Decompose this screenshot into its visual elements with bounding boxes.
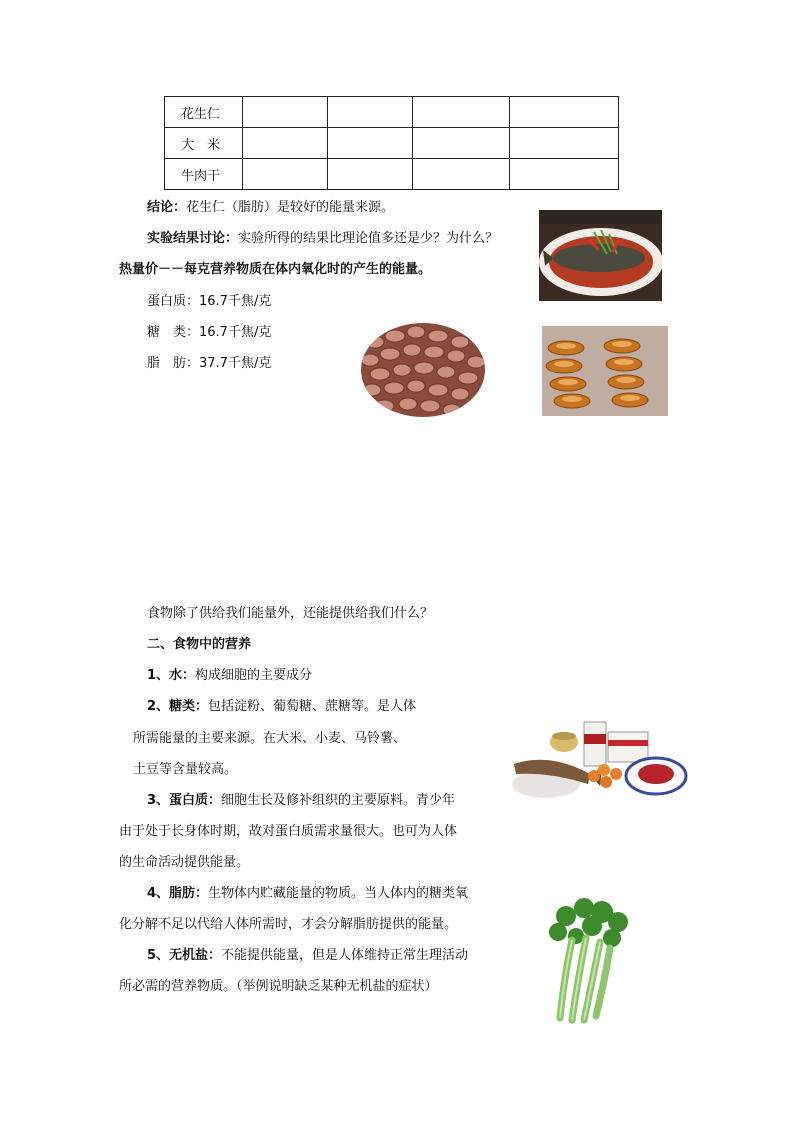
item-fat bbox=[147, 885, 468, 903]
croissants-image bbox=[542, 326, 668, 416]
protein-value: 蛋白质：16.7千焦/克 bbox=[147, 294, 272, 309]
row-label: 花生仁 bbox=[165, 97, 243, 128]
item-protein-label: 3、蛋白质： bbox=[147, 793, 222, 808]
table-cell bbox=[510, 97, 619, 128]
row-label: 牛肉干 bbox=[165, 159, 243, 190]
table-cell bbox=[413, 97, 510, 128]
item-protein-text: 细胞生长及修补组织的主要原料。青少年 bbox=[221, 793, 456, 808]
table-row bbox=[165, 128, 619, 159]
item-protein-line2: 由于处于长身体时期，故对蛋白质需求量很大。也可为人体 bbox=[119, 824, 458, 839]
assorted-foods-image bbox=[510, 712, 688, 806]
sugar-value: 糖 类：16.7千焦/克 bbox=[147, 325, 272, 340]
item-water-text: 构成细胞的主要成分 bbox=[195, 668, 313, 683]
conclusion-label: 结论： bbox=[147, 200, 187, 215]
table-row bbox=[165, 97, 619, 128]
table-cell bbox=[510, 128, 619, 159]
table-cell bbox=[243, 128, 328, 159]
fat-value: 脂 肪：37.7千焦/克 bbox=[147, 356, 272, 371]
table-row bbox=[165, 159, 619, 190]
results-table bbox=[164, 96, 619, 190]
steamed-fish-image bbox=[539, 210, 662, 301]
discussion-label: 实验结果讨论： bbox=[147, 231, 239, 246]
conclusion bbox=[147, 199, 394, 217]
item-protein-line3: 的生命活动提供能量。 bbox=[119, 855, 250, 870]
peanuts-image bbox=[360, 322, 486, 418]
table-cell bbox=[413, 128, 510, 159]
table-cell bbox=[243, 159, 328, 190]
item-mineral bbox=[147, 947, 468, 965]
celery-image bbox=[542, 898, 634, 1024]
conclusion-text: 花生仁（脂肪）是较好的能量来源。 bbox=[186, 200, 395, 215]
table-cell bbox=[328, 159, 413, 190]
discussion-text: 实验所得的结果比理论值多还是少？为什么？ bbox=[238, 231, 499, 246]
table-cell bbox=[328, 128, 413, 159]
table-cell bbox=[510, 159, 619, 190]
item-mineral-line2: 所必需的营养物质。（举例说明缺乏某种无机盐的症状） bbox=[119, 979, 438, 994]
item-sugar-line3: 土豆等含量较高。 bbox=[133, 762, 238, 777]
question-text: 食物除了供给我们能量外，还能提供给我们什么？ bbox=[147, 606, 434, 621]
item-sugar-text: 包括淀粉、葡萄糖、蔗糖等。是人体 bbox=[208, 699, 417, 714]
item-mineral-label: 5、无机盐： bbox=[147, 948, 222, 963]
heat-value-definition: 热量价－－每克营养物质在体内氧化时的产生的能量。 bbox=[119, 262, 432, 277]
item-fat-text: 生物体内贮藏能量的物质。当人体内的糖类氧 bbox=[208, 886, 469, 901]
discussion bbox=[147, 230, 498, 248]
item-fat-label: 4、脂肪： bbox=[147, 886, 209, 901]
section-title: 二、食物中的营养 bbox=[147, 637, 252, 652]
item-fat-line2: 化分解不足以代给人体所需时，才会分解脂肪提供的能量。 bbox=[119, 917, 458, 932]
item-sugar-line2: 所需能量的主要来源。在大米、小麦、马铃薯、 bbox=[133, 731, 407, 746]
row-label: 大 米 bbox=[165, 128, 243, 159]
item-mineral-text: 不能提供能量，但是人体维持正常生理活动 bbox=[221, 948, 469, 963]
item-protein bbox=[147, 792, 455, 810]
item-sugar-label: 2、糖类： bbox=[147, 699, 209, 714]
table-cell bbox=[243, 97, 328, 128]
table-cell bbox=[413, 159, 510, 190]
table-cell bbox=[328, 97, 413, 128]
item-sugar bbox=[147, 698, 416, 716]
item-water-label: 1、水： bbox=[147, 668, 196, 683]
item-water bbox=[147, 667, 312, 685]
